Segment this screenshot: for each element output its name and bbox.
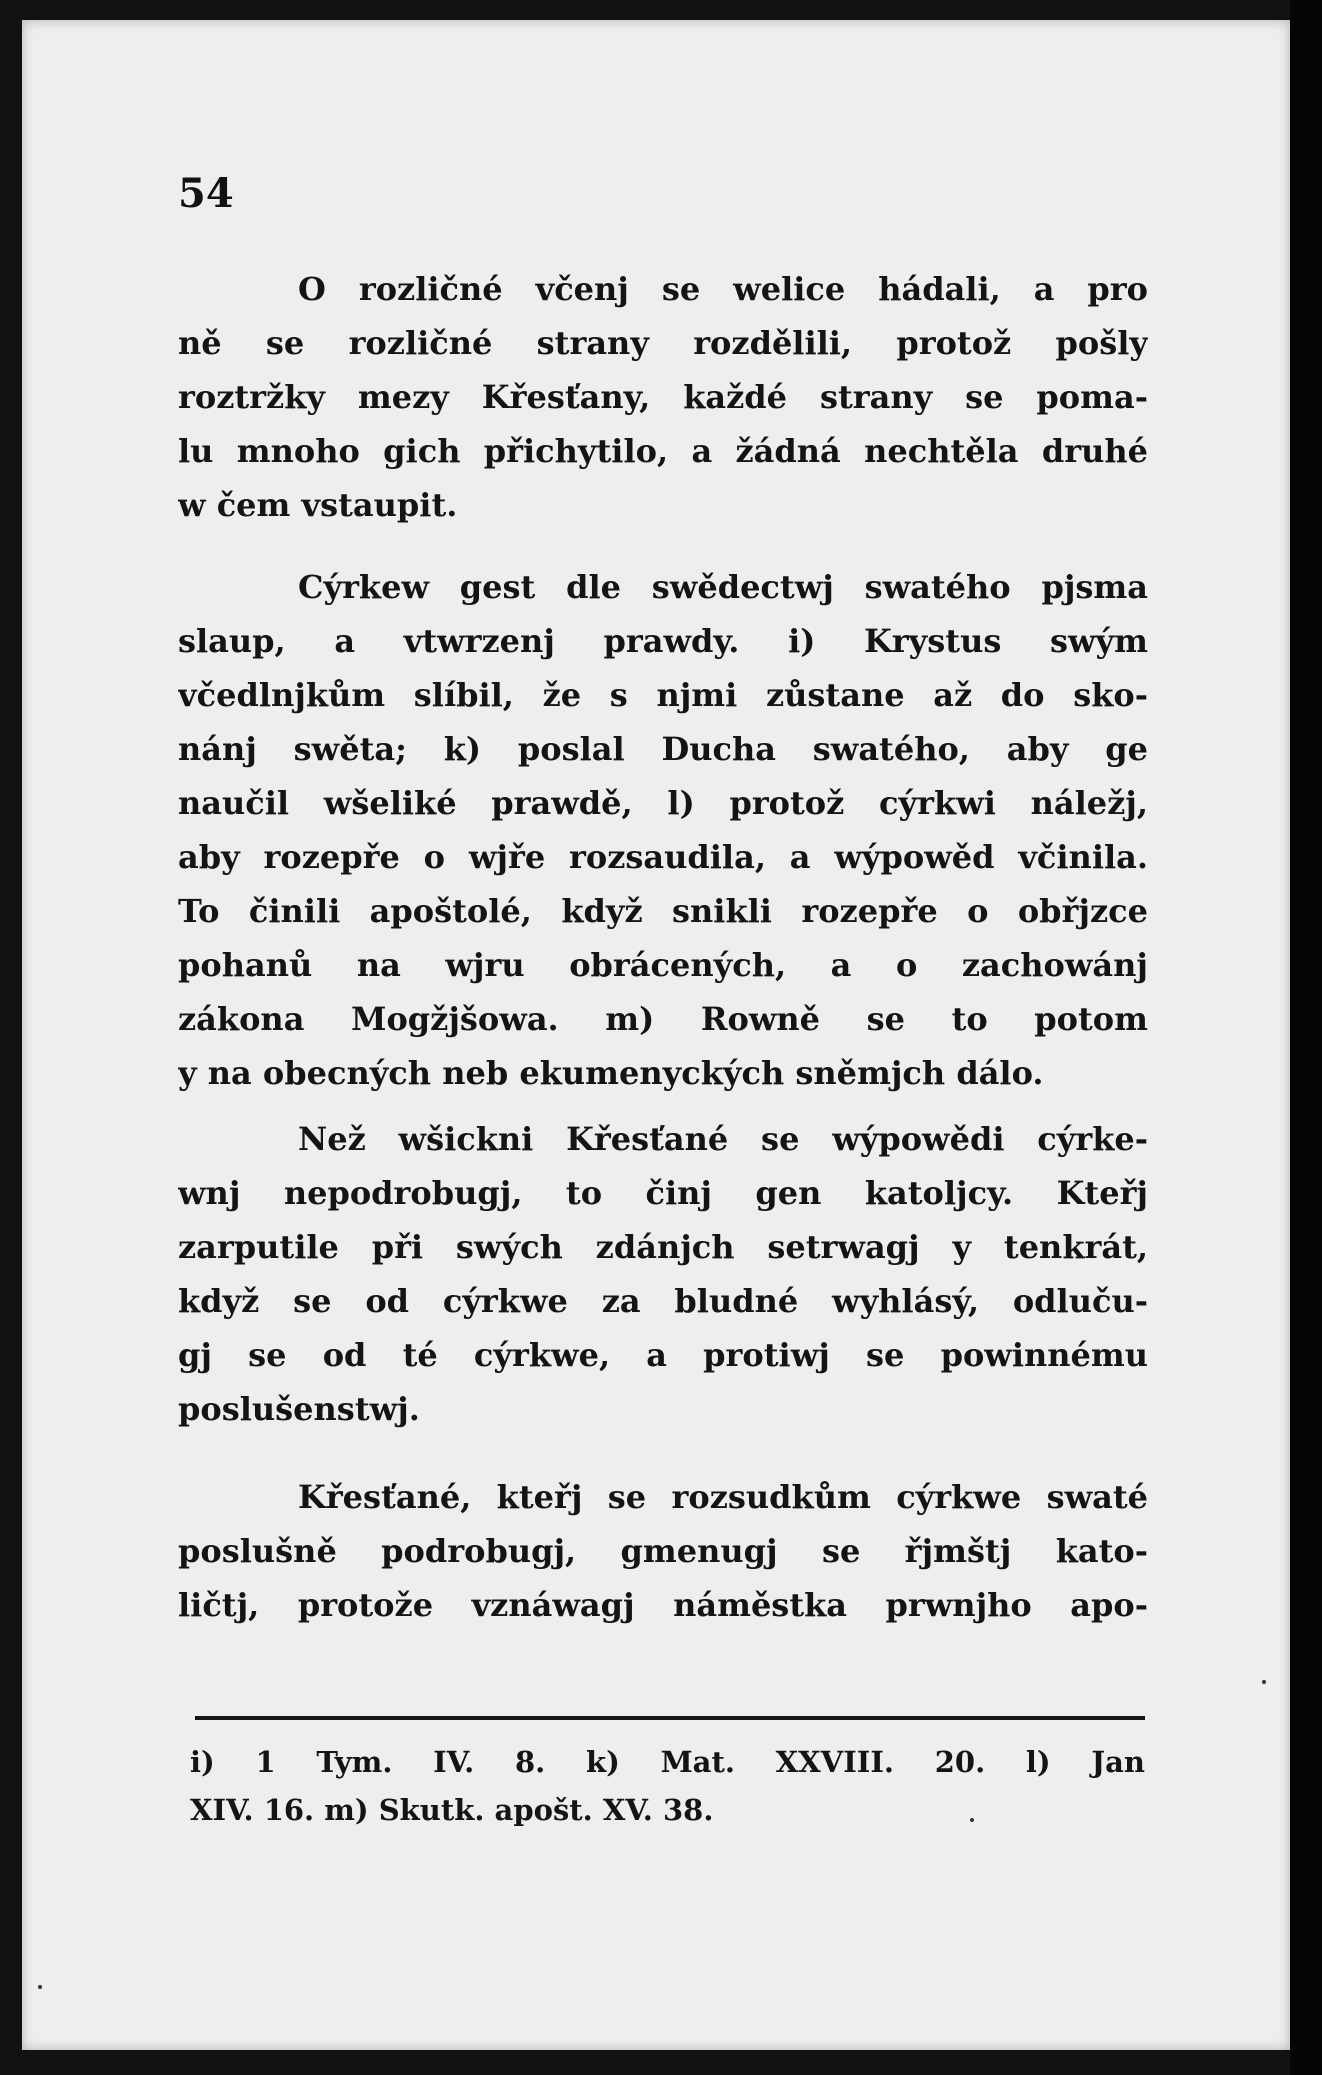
footnote-line: XIV. 16. m) Skutk. apošt. XV. 38. xyxy=(190,1793,714,1827)
text-line: včedlnjkům slíbil, že s njmi zůstane až do sko- xyxy=(178,676,1148,714)
text-line: poslušně podrobugj, gmenugj se řjmštj kato- xyxy=(178,1532,1148,1570)
text-line: Křesťané, kteřj se rozsudkům cýrkwe swaté xyxy=(298,1478,1148,1516)
paragraph-4 xyxy=(178,1470,1148,1632)
text-line: když se od cýrkwe za bludné wyhlásý, odluču- xyxy=(178,1282,1148,1320)
text-line: lu mnoho gich přichytilo, a žádná nechtěla druhé xyxy=(178,432,1148,470)
text-line: To činili apoštolé, když snikli rozepře o obřjzce xyxy=(178,892,1148,930)
text-line: naučil wšeliké prawdě, l) protož cýrkwi náležj, xyxy=(178,784,1148,822)
text-line: gj se od té cýrkwe, a protiwj se powinnému xyxy=(178,1336,1148,1374)
page-edge-shadow xyxy=(1290,0,1322,2075)
text-line: zarputile při swých zdánjch setrwagj y tenkrát, xyxy=(178,1228,1148,1266)
text-line: nánj swěta; k) poslal Ducha swatého, aby ge xyxy=(178,730,1148,768)
text-line: wnj nepodrobugj, to činj gen katoljcy. Kteřj xyxy=(178,1174,1148,1212)
text-line: y na obecných neb ekumenyckých sněmjch dálo. xyxy=(178,1054,1044,1092)
text-line: Cýrkew gest dle swědectwj swatého pjsma xyxy=(298,568,1148,606)
footnote-divider xyxy=(195,1716,1145,1720)
page-number: 54 xyxy=(178,170,234,217)
paragraph-2 xyxy=(178,560,1148,1100)
footnotes xyxy=(190,1738,1145,1834)
text-line: pohanů na wjru obrácených, a o zachowánj xyxy=(178,946,1148,984)
text-line: Než wšickni Křesťané se wýpowědi cýrke- xyxy=(298,1120,1148,1158)
text-line: ně se rozličné strany rozdělili, protož pošly xyxy=(178,324,1148,362)
text-line: zákona Mogžjšowa. m) Rowně se to potom xyxy=(178,1000,1148,1038)
footnote-line: i) 1 Tym. IV. 8. k) Mat. XXVIII. 20. l) Jan xyxy=(190,1745,1145,1779)
text-line: slaup, a vtwrzenj prawdy. i) Krystus swým xyxy=(178,622,1148,660)
paragraph-3 xyxy=(178,1112,1148,1436)
text-line: w čem vstaupit. xyxy=(178,486,458,524)
text-line: aby rozepře o wjře rozsaudila, a wýpowěd včinila. xyxy=(178,838,1148,876)
print-speck xyxy=(1262,1680,1266,1684)
paragraph-1 xyxy=(178,262,1148,532)
text-line: ličtj, protože vznáwagj náměstka prwnjho apo- xyxy=(178,1586,1148,1624)
print-speck xyxy=(970,1818,974,1822)
print-speck xyxy=(38,1985,42,1989)
text-line: poslušenstwj. xyxy=(178,1390,420,1428)
text-line: O rozličné včenj se welice hádali, a pro xyxy=(298,270,1148,308)
text-line: roztržky mezy Křesťany, každé strany se poma- xyxy=(178,378,1148,416)
